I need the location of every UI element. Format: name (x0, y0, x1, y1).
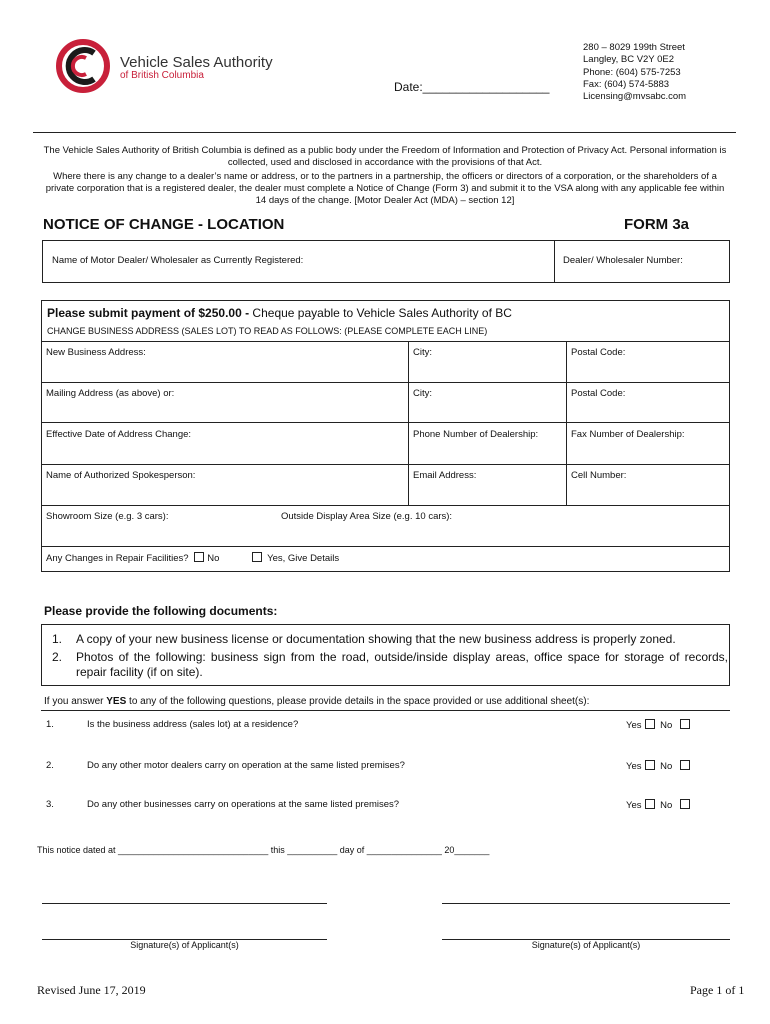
repair-facilities-row (46, 552, 339, 564)
document-item (52, 650, 728, 680)
signature-line[interactable] (442, 903, 730, 904)
document-item (52, 632, 722, 646)
documents-heading: Please provide the following documents: (44, 604, 278, 618)
address-line: Langley, BC V2Y 0E2 (583, 54, 675, 66)
postal-code-field[interactable]: Postal Code: (571, 347, 626, 358)
yes-label: Yes (626, 761, 642, 772)
question-text: Is the business address (sales lot) at a residence? (87, 719, 299, 730)
dated-line[interactable]: This notice dated at ______________________________ this __________ day of _______________ 20_______ (37, 845, 490, 855)
repair-no-checkbox[interactable] (194, 552, 204, 562)
mailing-city-field[interactable]: City: (413, 388, 432, 399)
header-divider (33, 132, 736, 133)
item-number: 2. (52, 650, 63, 664)
divider (41, 546, 730, 547)
question-answer (626, 719, 693, 731)
address-line: Phone: (604) 575-7253 (583, 66, 681, 78)
intro-text: If you answer (44, 696, 107, 707)
signature-label: Signature(s) of Applicant(s) (130, 940, 239, 950)
intro-text: to any of the following questions, please provide details in the space provided or use additional sheet(s): (126, 696, 590, 707)
privacy-notice: The Vehicle Sales Authority of British Columbia is defined as a public body under the Freedom of Information and Protection of Privacy Act. Personal information is collected, used and disclosed in accordance with the provisions of that Act. (43, 145, 727, 168)
repair-yes-label: Yes, Give Details (267, 553, 340, 564)
question-text: Do any other businesses carry on operations at the same listed premises? (87, 799, 400, 810)
outside-display-field[interactable]: Outside Display Area Size (e.g. 10 cars): (281, 511, 453, 522)
address-line: 280 – 8029 199th Street (583, 42, 685, 53)
mailing-postal-field[interactable]: Postal Code: (571, 388, 626, 399)
date-field[interactable]: Date:___________________ (394, 80, 550, 94)
divider (554, 240, 555, 283)
form-number: FORM 3a (624, 216, 690, 233)
address-line: Fax: (604) 574-5883 (583, 78, 670, 90)
divider (41, 422, 730, 423)
page-number: Page 1 of 1 (690, 983, 745, 997)
item-number: 1. (52, 632, 63, 646)
payment-amount: Please submit payment of $250.00 - (47, 306, 250, 320)
question-number: 3. (46, 799, 54, 810)
city-field[interactable]: City: (413, 347, 432, 358)
question-answer (626, 799, 693, 811)
divider (566, 341, 567, 505)
question-answer (626, 760, 693, 772)
dealer-name-field[interactable]: Name of Motor Dealer/ Wholesaler as Currently Registered: (52, 255, 304, 266)
divider (41, 710, 730, 711)
item-text: A copy of your new business license or documentation showing that the new business address is properly zoned. (76, 632, 676, 646)
revision-date: Revised June 17, 2019 (37, 983, 146, 997)
yes-checkbox[interactable] (645, 719, 655, 729)
signature-line[interactable] (42, 903, 327, 904)
question-text: Do any other motor dealers carry on operation at the same listed premises? (87, 760, 405, 771)
item-text: Photos of the following: business sign from the road, outside/inside display areas, office space for storage of records, repair facility (if on site). (76, 650, 728, 679)
change-notice: Where there is any change to a dealer’s name or address, or to the partners in a partnership, the officers or directors of a corporation, or the shareholders of a private corporation that is a registered dealer, the dealer must complete a Notice of Change (Form 3) and submit it to the VSA along with any applicable fee within 14 days of the change. [Motor Dealer Act (MDA) – section 12] (45, 171, 725, 206)
vsa-logo (50, 36, 112, 98)
no-checkbox[interactable] (680, 719, 690, 729)
org-subname: of British Columbia (120, 70, 204, 81)
repair-yes-checkbox[interactable] (252, 552, 262, 562)
payment-payee: Cheque payable to Vehicle Sales Authority of BC (249, 306, 512, 320)
cell-number-field[interactable]: Cell Number: (571, 470, 627, 481)
org-name: Vehicle Sales Authority (120, 54, 273, 71)
divider (408, 341, 409, 505)
divider (41, 505, 730, 506)
email-field[interactable]: Email Address: (413, 470, 477, 481)
payment-instruction (47, 306, 512, 320)
address-instructions: CHANGE BUSINESS ADDRESS (SALES LOT) TO READ AS FOLLOWS: (PLEASE COMPLETE EACH LINE) (47, 326, 488, 336)
no-checkbox[interactable] (680, 799, 690, 809)
divider (41, 464, 730, 465)
vsa-logo-icon (50, 36, 112, 98)
signature-label: Signature(s) of Applicant(s) (531, 940, 641, 950)
questions-intro (44, 696, 589, 707)
spokesperson-field[interactable]: Name of Authorized Spokesperson: (46, 470, 196, 481)
yes-checkbox[interactable] (645, 799, 655, 809)
form-title: NOTICE OF CHANGE - LOCATION (43, 216, 285, 233)
no-label: No (660, 720, 673, 731)
divider (41, 341, 730, 342)
effective-date-field[interactable]: Effective Date of Address Change: (46, 429, 192, 440)
dealer-number-field[interactable]: Dealer/ Wholesaler Number: (563, 255, 683, 266)
yes-label: Yes (626, 720, 642, 731)
mailing-address-field[interactable]: Mailing Address (as above) or: (46, 388, 175, 399)
intro-yes: YES (106, 696, 127, 707)
divider (41, 382, 730, 383)
no-label: No (660, 800, 673, 811)
yes-checkbox[interactable] (645, 760, 655, 770)
address-line: Licensing@mvsabc.com (583, 91, 687, 103)
repair-question: Any Changes in Repair Facilities? (46, 553, 189, 564)
no-label: No (660, 761, 673, 772)
no-checkbox[interactable] (680, 760, 690, 770)
question-number: 2. (46, 760, 54, 771)
phone-field[interactable]: Phone Number of Dealership: (413, 429, 539, 440)
new-address-field[interactable]: New Business Address: (46, 347, 146, 358)
fax-field[interactable]: Fax Number of Dealership: (571, 429, 685, 440)
contact-address (583, 42, 686, 103)
yes-label: Yes (626, 800, 642, 811)
repair-no-label: No (207, 553, 220, 564)
showroom-size-field[interactable]: Showroom Size (e.g. 3 cars): (46, 511, 169, 522)
question-number: 1. (46, 719, 54, 730)
